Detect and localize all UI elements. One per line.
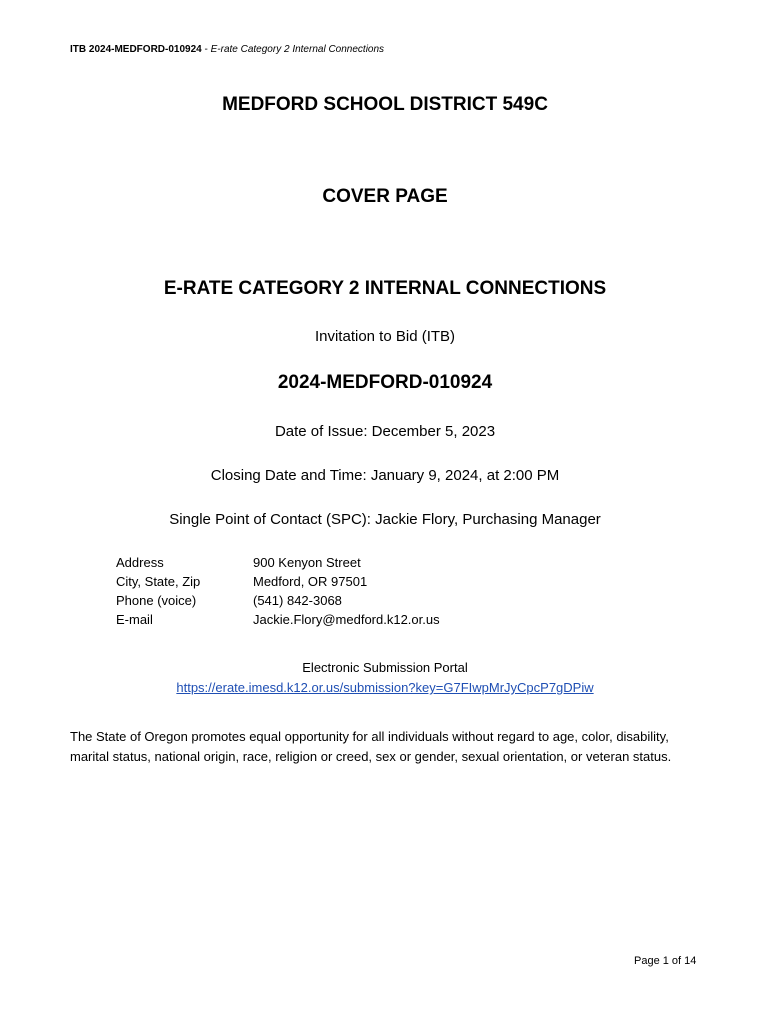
itb-label: Invitation to Bid (ITB) — [314, 328, 456, 345]
contact-label: City, State, Zip — [116, 574, 201, 589]
contact-row-address — [116, 555, 440, 574]
header-separator: - — [201, 44, 211, 55]
submission-portal-label: Electronic Submission Portal — [302, 660, 468, 675]
contact-row-email — [116, 612, 440, 631]
equal-opportunity-statement: The State of Oregon promotes equal opportunity for all individuals without regard to age, color, disability, marital status, national origin, race, religion or creed, sex or gender, sexual orientation, or veteran status. — [70, 729, 672, 764]
contact-value: 900 Kenyon Street — [253, 555, 361, 570]
itb-number: 2024-MEDFORD-010924 — [277, 372, 493, 393]
contact-table — [116, 555, 440, 631]
header-doc-id: ITB 2024-MEDFORD-010924 — [70, 44, 202, 55]
single-point-of-contact: Single Point of Contact (SPC): Jackie Flory, Purchasing Manager — [169, 511, 601, 528]
contact-value: (541) 842-3068 — [253, 593, 342, 608]
contact-value: Jackie.Flory@medford.k12.or.us — [253, 612, 440, 627]
submission-portal-link-wrapper — [0, 680, 770, 695]
header-subtitle: E-rate Category 2 Internal Connections — [210, 44, 385, 55]
page-number: Page 1 of 14 — [634, 955, 697, 967]
district-title: MEDFORD SCHOOL DISTRICT 549C — [222, 94, 548, 115]
contact-label: E-mail — [116, 612, 153, 627]
issue-date: Date of Issue: December 5, 2023 — [274, 423, 496, 440]
project-title: E-RATE CATEGORY 2 INTERNAL CONNECTIONS — [163, 278, 607, 299]
submission-portal-link[interactable]: https://erate.imesd.k12.or.us/submission?key=G7FIwpMrJyCpcP7gDPiw — [176, 680, 594, 695]
contact-row-phone — [116, 593, 440, 612]
contact-value: Medford, OR 97501 — [253, 574, 368, 589]
running-header — [70, 44, 384, 55]
contact-label: Address — [116, 555, 164, 570]
contact-label: Phone (voice) — [116, 593, 197, 608]
cover-page-title: COVER PAGE — [322, 186, 448, 207]
closing-date: Closing Date and Time: January 9, 2024, at 2:00 PM — [210, 467, 560, 484]
contact-row-city — [116, 574, 440, 593]
